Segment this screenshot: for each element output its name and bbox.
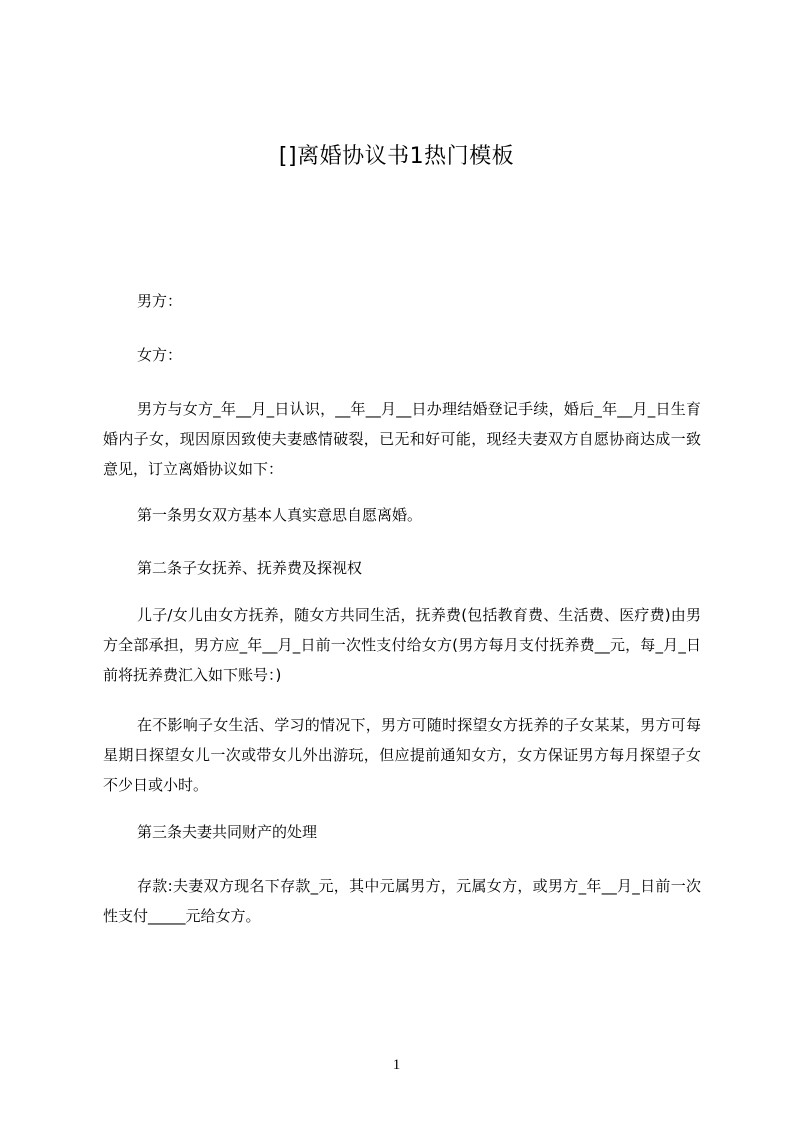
article-3-heading: 第三条夫妻共同财产的处理: [137, 823, 318, 841]
deposit-paragraph: 存款:夫妻双方现名下存款_元，其中元属男方，元属女方，或男方_年__月_日前一次性支付_____元给女方。: [103, 877, 701, 925]
document-title: []离婚协议书1热门模板: [278, 144, 515, 169]
intro-paragraph: 男方与女方_年__月_日认识，__年__月__日办理结婚登记手续，婚后_年__月_日生育婚内子女，现因原因致使夫妻感情破裂，已无和好可能，现经夫妻双方自愿协商达成一致意见，订立离婚协议如下：: [103, 400, 701, 478]
custody-paragraph: 儿子/女儿由女方抚养，随女方共同生活，抚养费(包括教育费、生活费、医疗费)由男方全部承担，男方应_年__月_日前一次性支付给女方(男方每月支付抚养费__元，每_月_日前将抚养费汇入如下账号：): [103, 606, 701, 684]
party-female-line: 女方：: [137, 346, 183, 364]
visitation-paragraph: 在不影响子女生活、学习的情况下，男方可随时探望女方抚养的子女某某，男方可每星期日探望女儿一次或带女儿外出游玩，但应提前通知女方，女方保证男方每月探望子女不少日或小时。: [103, 716, 701, 794]
page-number: 1: [392, 1057, 401, 1073]
article-2-heading: 第二条子女抚养、抚养费及探视权: [137, 559, 363, 577]
party-male-line: 男方：: [137, 292, 183, 310]
article-1-heading: 第一条男女双方基本人真实意思自愿离婚。: [137, 506, 423, 524]
